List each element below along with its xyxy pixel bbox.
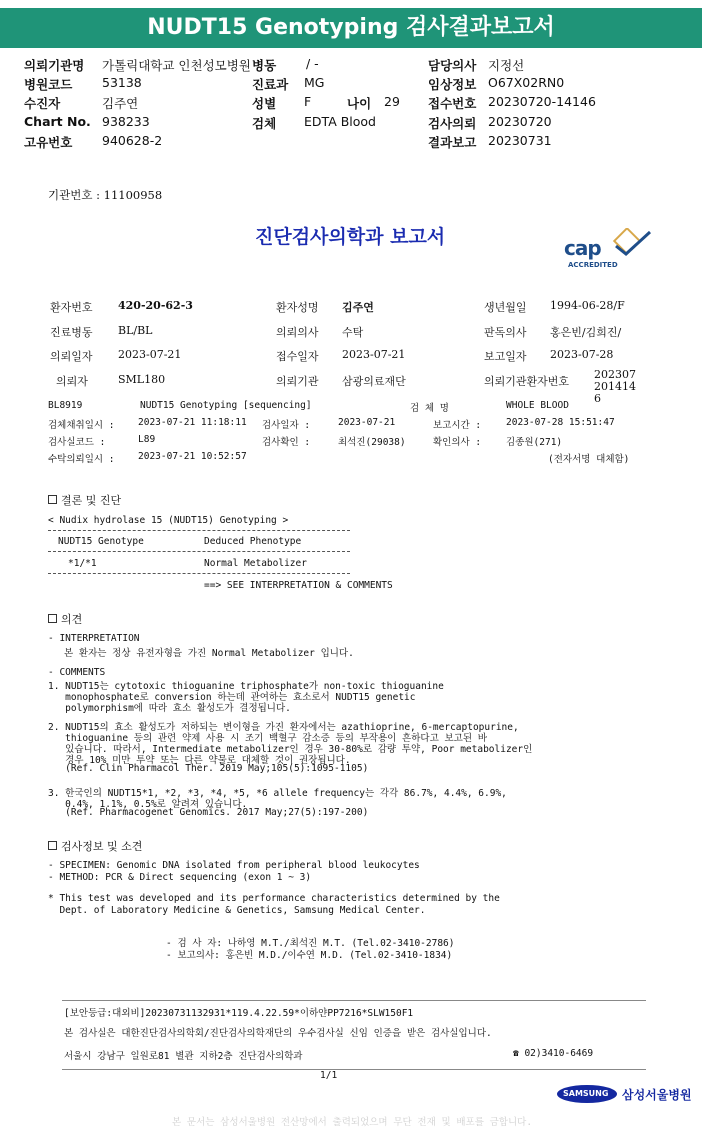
patient-label: 보고일자: [484, 350, 527, 363]
patient-value: 김주연: [342, 301, 374, 314]
patient-label: 의뢰기관환자번호: [484, 375, 570, 388]
security-line: [보안등급:대외비]20230731132931*119.4.22.59*이하얀PP7216*SLW150F1: [64, 1008, 414, 1019]
meta-value: 2023-07-21 10:52:57: [138, 451, 247, 462]
patient-label: 접수일자: [276, 350, 319, 363]
department-label: 진료과: [252, 77, 289, 92]
patient-value: 홍은빈/김희진/: [550, 326, 622, 339]
divider: [48, 530, 350, 531]
section-result-label: 결론 및 진단: [61, 494, 122, 507]
patient-label: 생년월일: [484, 301, 527, 314]
see-interpretation: ==> SEE INTERPRETATION & COMMENTS: [204, 580, 393, 591]
comment-line: 0.4%, 1.1%, 0.5%로 알려져 있습니다.: [48, 799, 248, 810]
comment-line: 있습니다. 따라서, Intermediate metabolizer인 경우 30-80%로 감량 투약, Poor metabolizer인: [48, 744, 533, 755]
institution-number: 기관번호 : 11100958: [48, 188, 163, 202]
specimen-label: 검체: [252, 116, 277, 131]
header-value: 20230720-14146: [488, 94, 596, 109]
patient-value: 2023-07-28: [550, 348, 614, 361]
header-value: 김주연: [102, 96, 139, 111]
comment-line: (Ref. Clin Pharmacol Ther. 2019 May;105(5):1095-1105): [48, 763, 369, 774]
meta-value: (전자서명 대체함): [548, 454, 630, 465]
divider: [48, 551, 350, 552]
test-name: NUDT15 Genotyping [sequencing]: [140, 400, 312, 411]
comments-heading: - COMMENTS: [48, 667, 106, 678]
cap-accredited-label: ACCREDITED: [568, 261, 618, 269]
patient-value: SML180: [118, 373, 166, 386]
meta-value: 최석진(29038): [338, 437, 406, 448]
development-note-dept: Dept. of Laboratory Medicine & Genetics, Samsung Medical Center.: [48, 905, 426, 916]
meta-label: 검사확인 :: [262, 437, 311, 448]
staff-examiner: - 검 사 자: 나하영 M.T./최석진 M.T. (Tel.02-3410-2786): [166, 938, 455, 949]
patient-value: 420-20-62-3: [118, 299, 193, 312]
specimen-line: - SPECIMEN: Genomic DNA isolated from peripheral blood leukocytes: [48, 860, 420, 871]
comment-line: 경우 10% 미만 투약 또는 다른 약물로 대체할 것이 권장됩니다.: [48, 755, 351, 766]
patient-value: BL/BL: [118, 324, 153, 337]
meta-label: 검사일자 :: [262, 420, 311, 431]
meta-value: 김종원(271): [506, 437, 563, 448]
samsung-hospital-logo: [556, 1084, 692, 1106]
genotype-value: *1/*1: [68, 558, 97, 569]
patient-value: 수탁: [342, 326, 364, 339]
header-value: 53138: [102, 75, 142, 90]
specimen-value: EDTA Blood: [304, 114, 376, 129]
page-number: 1/1: [320, 1070, 338, 1081]
meta-value: 2023-07-28 15:51:47: [506, 417, 615, 428]
comment-line: (Ref. Pharmacogenet Genomics. 2017 May;27(5):197-200): [48, 807, 369, 818]
section-opinion-label: 의견: [61, 613, 83, 626]
section-info-heading: [48, 838, 142, 854]
divider: [48, 573, 350, 574]
meta-value: L89: [138, 434, 156, 445]
certification-line: 본 검사실은 대한진단검사의학회/진단검사의학재단의 우수검사실 신임 인증을 받은 검사실입니다.: [64, 1028, 492, 1039]
header-label: Chart No.: [24, 114, 91, 129]
samsung-wordmark: SAMSUNG: [563, 1089, 609, 1098]
header-label: 검사의뢰: [428, 116, 477, 131]
patient-value: 2023-07-21: [342, 348, 406, 361]
development-note: * This test was developed and its performance characteristics determined by the: [48, 893, 500, 904]
sex-value: F: [304, 94, 312, 109]
specimen-name-label: 검 체 명: [410, 403, 449, 414]
header-value: O67X02RN0: [488, 75, 565, 90]
section-info-label: 검사정보 및 소견: [61, 840, 143, 853]
ward-label: 병동: [252, 58, 277, 73]
patient-value: 삼광의료재단: [342, 375, 406, 388]
gene-title: < Nudix hydrolase 15 (NUDT15) Genotyping >: [48, 515, 289, 526]
ward-value: / -: [306, 56, 319, 71]
meta-label: 확인의사 :: [433, 437, 482, 448]
meta-value: 2023-07-21: [338, 417, 396, 428]
method-line: - METHOD: PCR & Direct sequencing (exon 1 ~ 3): [48, 872, 312, 883]
age-value: 29: [384, 94, 400, 109]
header-label: 의뢰기관명: [24, 58, 85, 73]
section-bullet-icon: [48, 841, 57, 850]
header-label: 결과보고: [428, 135, 477, 150]
header-label: 병원코드: [24, 77, 73, 92]
column-phenotype: Deduced Phenotype: [204, 536, 302, 547]
comment-line: monophosphate로 conversion 하는데 관여하는 효소로서 NUDT15 genetic: [48, 692, 416, 703]
test-code: BL8919: [48, 400, 83, 411]
interpretation-text: 본 환자는 정상 유전자형을 가진 Normal Metabolizer 입니다.: [64, 648, 354, 659]
header-label: 접수번호: [428, 96, 477, 111]
header-label: 수진자: [24, 96, 61, 111]
patient-label: 의뢰일자: [50, 350, 93, 363]
document-title: NUDT15 Genotyping 검사결과보고서: [147, 15, 555, 40]
patient-label: 환자번호: [50, 301, 93, 314]
meta-label: 검체채취일시 :: [48, 420, 115, 431]
age-label: 나이: [347, 96, 372, 111]
hospital-name: 삼성서울병원: [622, 1088, 692, 1102]
column-genotype: NUDT15 Genotype: [58, 536, 144, 547]
patient-label: 환자성명: [276, 301, 319, 314]
patient-value: 2023072014146: [594, 368, 636, 405]
header-label: 임상정보: [428, 77, 477, 92]
comment-line: thioguanine 등의 관련 약제 사용 시 조기 백혈구 감소증 등의 부작용이 흔하다고 보고된 바: [48, 733, 487, 744]
staff-reporter: - 보고의사: 홍은빈 M.D./이수연 M.D. (Tel.02-3410-1834): [166, 950, 453, 961]
department-value: MG: [304, 75, 325, 90]
comment-line: polymorphism에 따라 효소 활성도가 결정됩니다.: [48, 703, 291, 714]
section-opinion-heading: [48, 611, 82, 627]
specimen-name-value: WHOLE BLOOD: [506, 400, 569, 411]
report-title: 진단검사의학과 보고서: [255, 226, 446, 248]
section-result-heading: [48, 492, 121, 508]
interpretation-heading: - INTERPRETATION: [48, 633, 140, 644]
header-label: 담당의사: [428, 58, 477, 73]
comment-line: 3. 한국인의 NUDT15*1, *2, *3, *4, *5, *6 allele frequency는 각각 86.7%, 4.4%, 6.9%,: [48, 788, 507, 799]
header-value: 20230731: [488, 133, 552, 148]
header-value: 940628-2: [102, 133, 163, 148]
header-value: 지정선: [488, 58, 525, 73]
sex-label: 성별: [252, 96, 277, 111]
patient-label: 진료병동: [50, 326, 93, 339]
header-value: 가톨릭대학교 인천성모병원: [102, 58, 251, 73]
comment-line: 2. NUDT15의 효소 활성도가 저하되는 변이형을 가진 환자에서는 azathioprine, 6-mercaptopurine,: [48, 722, 519, 733]
meta-label: 보고시간 :: [433, 420, 482, 431]
phone-line: ☎ 02)3410-6469: [513, 1048, 594, 1059]
cap-logo-text: cap: [564, 236, 601, 260]
patient-label: 의뢰기관: [276, 375, 319, 388]
cap-logo: [562, 228, 654, 272]
patient-value: 2023-07-21: [118, 348, 182, 361]
patient-value: 1994-06-28/F: [550, 299, 625, 312]
patient-label: 판독의사: [484, 326, 527, 339]
patient-label: 의뢰의사: [276, 326, 319, 339]
patient-label: 의뢰자: [56, 375, 88, 388]
phenotype-value: Normal Metabolizer: [204, 558, 307, 569]
section-bullet-icon: [48, 495, 57, 504]
section-bullet-icon: [48, 614, 57, 623]
meta-label: 검사실코드 :: [48, 437, 106, 448]
comment-line: 1. NUDT15는 cytotoxic thioguanine triphosphate가 non-toxic thioguanine: [48, 681, 444, 692]
address-line: 서울시 강남구 일원로81 별관 지하2층 진단검사의학과: [64, 1051, 303, 1062]
cap-accredited-checkmark-icon: [610, 228, 652, 260]
header-value: 938233: [102, 114, 150, 129]
meta-value: 2023-07-21 11:18:11: [138, 417, 247, 428]
meta-label: 수탁의뢰일시 :: [48, 454, 115, 465]
faded-notice: 본 문서는 삼성서울병원 전산망에서 출력되었으며 무단 전재 및 배포를 금합니다.: [172, 1117, 533, 1128]
header-value: 20230720: [488, 114, 552, 129]
header-label: 고유번호: [24, 135, 73, 150]
